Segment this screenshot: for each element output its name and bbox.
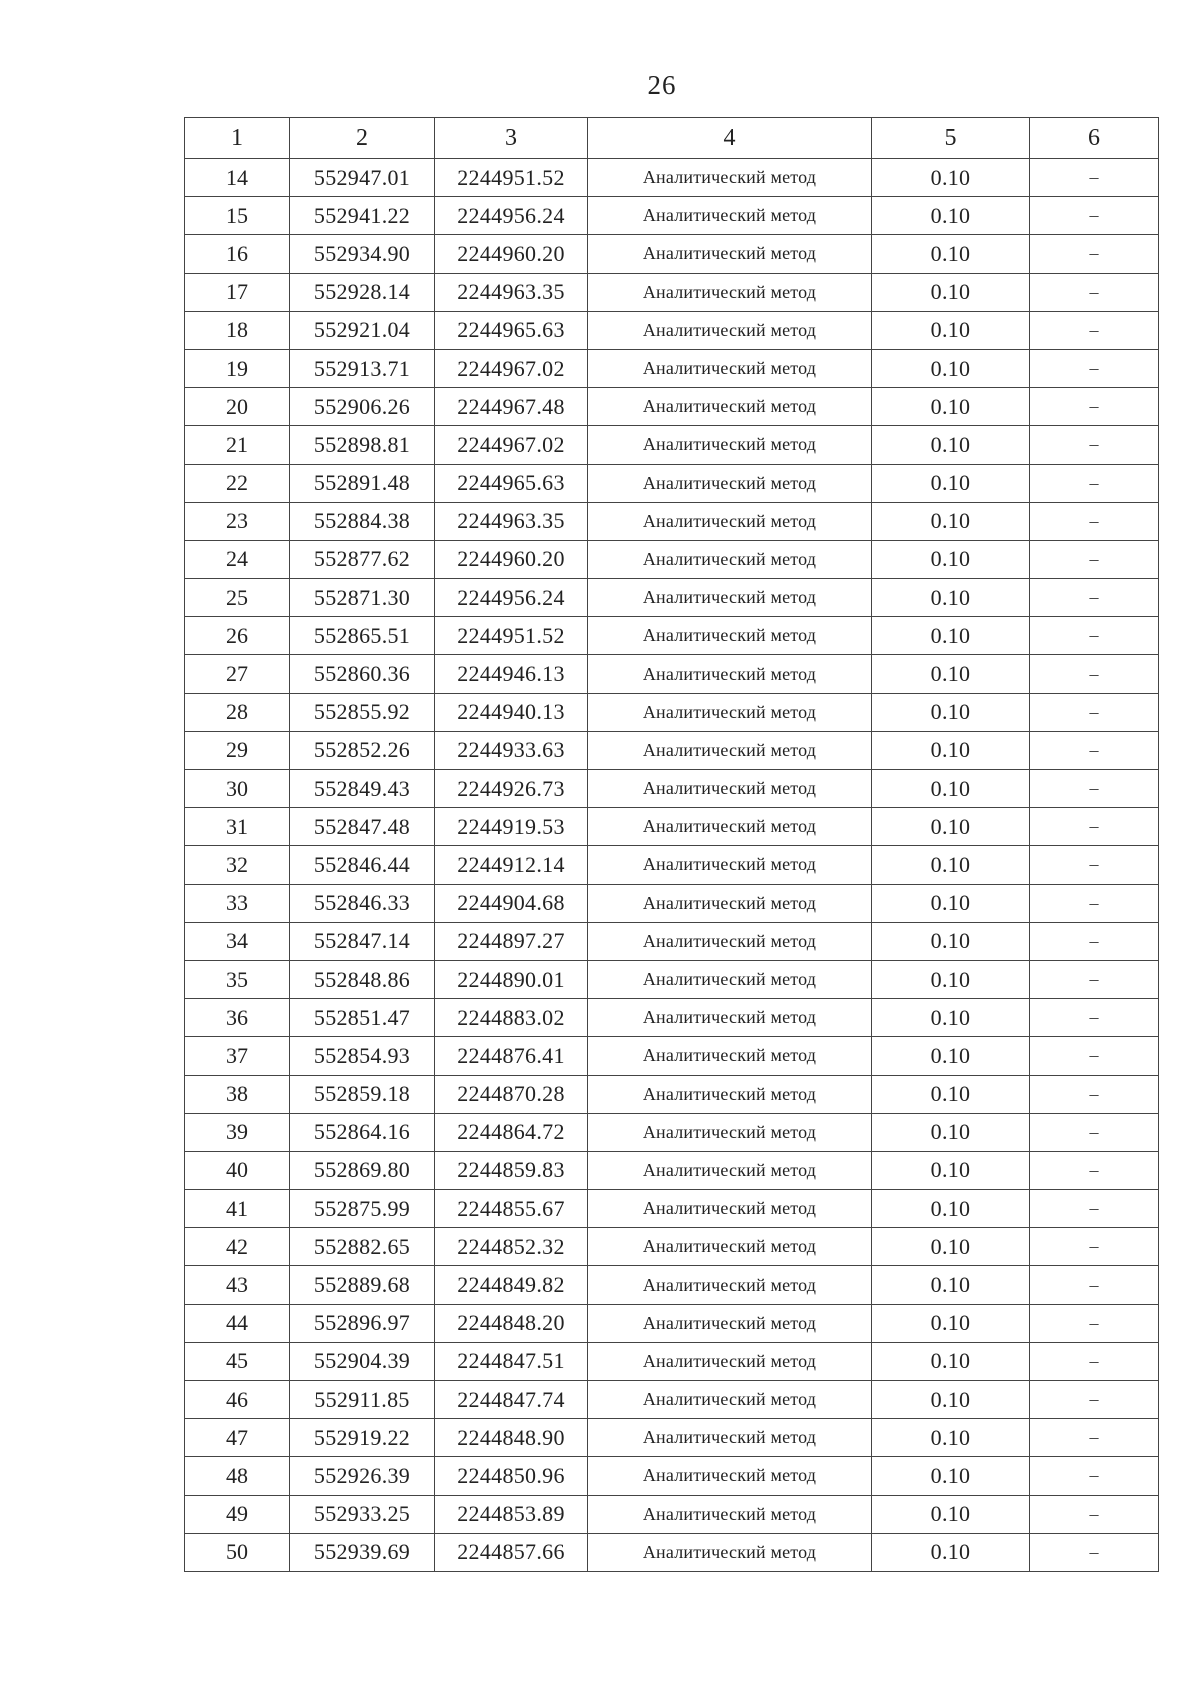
x-coordinate-cell: 552848.86 — [290, 960, 435, 998]
x-coordinate-cell: 552884.38 — [290, 502, 435, 540]
table-row — [185, 311, 1159, 349]
y-coordinate-cell: 2244956.24 — [435, 197, 588, 235]
accuracy-cell: 0.10 — [872, 579, 1030, 617]
note-cell: – — [1030, 349, 1159, 387]
accuracy-cell: 0.10 — [872, 1228, 1030, 1266]
note-cell: – — [1030, 1457, 1159, 1495]
x-coordinate-cell: 552847.48 — [290, 808, 435, 846]
accuracy-cell: 0.10 — [872, 349, 1030, 387]
accuracy-cell: 0.10 — [872, 808, 1030, 846]
x-coordinate-cell: 552869.80 — [290, 1151, 435, 1189]
point-number-cell: 43 — [185, 1266, 290, 1304]
method-cell: Аналитический метод — [588, 960, 872, 998]
point-number-cell: 27 — [185, 655, 290, 693]
point-number-cell: 30 — [185, 770, 290, 808]
point-number-cell: 18 — [185, 311, 290, 349]
point-number-cell: 17 — [185, 273, 290, 311]
note-cell: – — [1030, 693, 1159, 731]
point-number-cell: 41 — [185, 1190, 290, 1228]
accuracy-cell: 0.10 — [872, 693, 1030, 731]
x-coordinate-cell: 552875.99 — [290, 1190, 435, 1228]
method-cell: Аналитический метод — [588, 846, 872, 884]
accuracy-cell: 0.10 — [872, 1151, 1030, 1189]
header-col-4: 4 — [588, 118, 872, 159]
note-cell: – — [1030, 1381, 1159, 1419]
accuracy-cell: 0.10 — [872, 731, 1030, 769]
method-cell: Аналитический метод — [588, 808, 872, 846]
table-row — [185, 655, 1159, 693]
method-cell: Аналитический метод — [588, 999, 872, 1037]
header-col-2: 2 — [290, 118, 435, 159]
table-row — [185, 1228, 1159, 1266]
method-cell: Аналитический метод — [588, 464, 872, 502]
note-cell: – — [1030, 960, 1159, 998]
point-number-cell: 49 — [185, 1495, 290, 1533]
point-number-cell: 22 — [185, 464, 290, 502]
x-coordinate-cell: 552859.18 — [290, 1075, 435, 1113]
note-cell: – — [1030, 159, 1159, 197]
method-cell: Аналитический метод — [588, 731, 872, 769]
table-row — [185, 1037, 1159, 1075]
table-row — [185, 1495, 1159, 1533]
table-row — [185, 884, 1159, 922]
table-row — [185, 960, 1159, 998]
y-coordinate-cell: 2244897.27 — [435, 922, 588, 960]
table-row — [185, 1151, 1159, 1189]
accuracy-cell: 0.10 — [872, 1266, 1030, 1304]
point-number-cell: 39 — [185, 1113, 290, 1151]
point-number-cell: 29 — [185, 731, 290, 769]
header-col-3: 3 — [435, 118, 588, 159]
accuracy-cell: 0.10 — [872, 464, 1030, 502]
x-coordinate-cell: 552928.14 — [290, 273, 435, 311]
accuracy-cell: 0.10 — [872, 1419, 1030, 1457]
point-number-cell: 40 — [185, 1151, 290, 1189]
point-number-cell: 25 — [185, 579, 290, 617]
table-row — [185, 1342, 1159, 1380]
x-coordinate-cell: 552882.65 — [290, 1228, 435, 1266]
y-coordinate-cell: 2244951.52 — [435, 617, 588, 655]
note-cell: – — [1030, 311, 1159, 349]
note-cell: – — [1030, 1151, 1159, 1189]
table-row — [185, 388, 1159, 426]
accuracy-cell: 0.10 — [872, 655, 1030, 693]
note-cell: – — [1030, 1342, 1159, 1380]
x-coordinate-cell: 552898.81 — [290, 426, 435, 464]
x-coordinate-cell: 552904.39 — [290, 1342, 435, 1380]
table-row — [185, 808, 1159, 846]
table-row — [185, 770, 1159, 808]
y-coordinate-cell: 2244847.74 — [435, 1381, 588, 1419]
note-cell: – — [1030, 426, 1159, 464]
accuracy-cell: 0.10 — [872, 922, 1030, 960]
method-cell: Аналитический метод — [588, 197, 872, 235]
note-cell: – — [1030, 1228, 1159, 1266]
note-cell: – — [1030, 770, 1159, 808]
point-number-cell: 24 — [185, 540, 290, 578]
method-cell: Аналитический метод — [588, 922, 872, 960]
method-cell: Аналитический метод — [588, 311, 872, 349]
accuracy-cell: 0.10 — [872, 1075, 1030, 1113]
method-cell: Аналитический метод — [588, 1304, 872, 1342]
accuracy-cell: 0.10 — [872, 235, 1030, 273]
y-coordinate-cell: 2244912.14 — [435, 846, 588, 884]
method-cell: Аналитический метод — [588, 540, 872, 578]
point-number-cell: 33 — [185, 884, 290, 922]
table-row — [185, 464, 1159, 502]
table-row — [185, 1075, 1159, 1113]
accuracy-cell: 0.10 — [872, 159, 1030, 197]
note-cell: – — [1030, 999, 1159, 1037]
x-coordinate-cell: 552860.36 — [290, 655, 435, 693]
y-coordinate-cell: 2244960.20 — [435, 540, 588, 578]
accuracy-cell: 0.10 — [872, 273, 1030, 311]
note-cell: – — [1030, 884, 1159, 922]
x-coordinate-cell: 552911.85 — [290, 1381, 435, 1419]
table-row — [185, 999, 1159, 1037]
table-row — [185, 731, 1159, 769]
method-cell: Аналитический метод — [588, 655, 872, 693]
note-cell: – — [1030, 617, 1159, 655]
x-coordinate-cell: 552913.71 — [290, 349, 435, 387]
table-row — [185, 540, 1159, 578]
x-coordinate-cell: 552877.62 — [290, 540, 435, 578]
method-cell: Аналитический метод — [588, 388, 872, 426]
x-coordinate-cell: 552864.16 — [290, 1113, 435, 1151]
accuracy-cell: 0.10 — [872, 502, 1030, 540]
coordinates-table — [184, 117, 1159, 1572]
y-coordinate-cell: 2244890.01 — [435, 960, 588, 998]
note-cell: – — [1030, 1037, 1159, 1075]
method-cell: Аналитический метод — [588, 349, 872, 387]
y-coordinate-cell: 2244963.35 — [435, 502, 588, 540]
accuracy-cell: 0.10 — [872, 1342, 1030, 1380]
note-cell: – — [1030, 1190, 1159, 1228]
x-coordinate-cell: 552846.33 — [290, 884, 435, 922]
accuracy-cell: 0.10 — [872, 1190, 1030, 1228]
x-coordinate-cell: 552851.47 — [290, 999, 435, 1037]
page-number-text: 26 — [647, 70, 677, 100]
accuracy-cell: 0.10 — [872, 1037, 1030, 1075]
method-cell: Аналитический метод — [588, 502, 872, 540]
point-number-cell: 19 — [185, 349, 290, 387]
method-cell: Аналитический метод — [588, 617, 872, 655]
method-cell: Аналитический метод — [588, 1419, 872, 1457]
note-cell: – — [1030, 808, 1159, 846]
method-cell: Аналитический метод — [588, 159, 872, 197]
accuracy-cell: 0.10 — [872, 1381, 1030, 1419]
point-number-cell: 28 — [185, 693, 290, 731]
y-coordinate-cell: 2244946.13 — [435, 655, 588, 693]
x-coordinate-cell: 552926.39 — [290, 1457, 435, 1495]
accuracy-cell: 0.10 — [872, 999, 1030, 1037]
point-number-cell: 34 — [185, 922, 290, 960]
method-cell: Аналитический метод — [588, 1342, 872, 1380]
method-cell: Аналитический метод — [588, 1495, 872, 1533]
point-number-cell: 15 — [185, 197, 290, 235]
note-cell: – — [1030, 1266, 1159, 1304]
y-coordinate-cell: 2244967.02 — [435, 426, 588, 464]
x-coordinate-cell: 552865.51 — [290, 617, 435, 655]
y-coordinate-cell: 2244967.48 — [435, 388, 588, 426]
method-cell: Аналитический метод — [588, 1113, 872, 1151]
y-coordinate-cell: 2244855.67 — [435, 1190, 588, 1228]
y-coordinate-cell: 2244919.53 — [435, 808, 588, 846]
note-cell: – — [1030, 388, 1159, 426]
x-coordinate-cell: 552871.30 — [290, 579, 435, 617]
x-coordinate-cell: 552846.44 — [290, 846, 435, 884]
accuracy-cell: 0.10 — [872, 540, 1030, 578]
accuracy-cell: 0.10 — [872, 617, 1030, 655]
note-cell: – — [1030, 655, 1159, 693]
y-coordinate-cell: 2244853.89 — [435, 1495, 588, 1533]
y-coordinate-cell: 2244857.66 — [435, 1533, 588, 1571]
method-cell: Аналитический метод — [588, 693, 872, 731]
table-row — [185, 617, 1159, 655]
x-coordinate-cell: 552854.93 — [290, 1037, 435, 1075]
method-cell: Аналитический метод — [588, 1266, 872, 1304]
table-row — [185, 922, 1159, 960]
method-cell: Аналитический метод — [588, 884, 872, 922]
table-row — [185, 693, 1159, 731]
method-cell: Аналитический метод — [588, 426, 872, 464]
method-cell: Аналитический метод — [588, 770, 872, 808]
point-number-cell: 37 — [185, 1037, 290, 1075]
table-row — [185, 426, 1159, 464]
point-number-cell: 45 — [185, 1342, 290, 1380]
x-coordinate-cell: 552891.48 — [290, 464, 435, 502]
table-row — [185, 579, 1159, 617]
header-col-6: 6 — [1030, 118, 1159, 159]
accuracy-cell: 0.10 — [872, 960, 1030, 998]
table-row — [185, 349, 1159, 387]
y-coordinate-cell: 2244848.20 — [435, 1304, 588, 1342]
x-coordinate-cell: 552906.26 — [290, 388, 435, 426]
point-number-cell: 26 — [185, 617, 290, 655]
note-cell: – — [1030, 197, 1159, 235]
method-cell: Аналитический метод — [588, 1190, 872, 1228]
accuracy-cell: 0.10 — [872, 770, 1030, 808]
page-number — [0, 70, 1200, 101]
note-cell: – — [1030, 540, 1159, 578]
x-coordinate-cell: 552849.43 — [290, 770, 435, 808]
x-coordinate-cell: 552919.22 — [290, 1419, 435, 1457]
table-row — [185, 1457, 1159, 1495]
table-row — [185, 1190, 1159, 1228]
point-number-cell: 47 — [185, 1419, 290, 1457]
x-coordinate-cell: 552934.90 — [290, 235, 435, 273]
y-coordinate-cell: 2244848.90 — [435, 1419, 588, 1457]
accuracy-cell: 0.10 — [872, 1113, 1030, 1151]
accuracy-cell: 0.10 — [872, 311, 1030, 349]
note-cell: – — [1030, 1075, 1159, 1113]
y-coordinate-cell: 2244965.63 — [435, 311, 588, 349]
point-number-cell: 46 — [185, 1381, 290, 1419]
y-coordinate-cell: 2244963.35 — [435, 273, 588, 311]
point-number-cell: 16 — [185, 235, 290, 273]
note-cell: – — [1030, 235, 1159, 273]
point-number-cell: 50 — [185, 1533, 290, 1571]
method-cell: Аналитический метод — [588, 1457, 872, 1495]
y-coordinate-cell: 2244870.28 — [435, 1075, 588, 1113]
table-row — [185, 1266, 1159, 1304]
point-number-cell: 38 — [185, 1075, 290, 1113]
method-cell: Аналитический метод — [588, 273, 872, 311]
note-cell: – — [1030, 1495, 1159, 1533]
point-number-cell: 21 — [185, 426, 290, 464]
x-coordinate-cell: 552852.26 — [290, 731, 435, 769]
note-cell: – — [1030, 1419, 1159, 1457]
y-coordinate-cell: 2244876.41 — [435, 1037, 588, 1075]
method-cell: Аналитический метод — [588, 235, 872, 273]
y-coordinate-cell: 2244852.32 — [435, 1228, 588, 1266]
y-coordinate-cell: 2244926.73 — [435, 770, 588, 808]
note-cell: – — [1030, 502, 1159, 540]
point-number-cell: 36 — [185, 999, 290, 1037]
table-row — [185, 1533, 1159, 1571]
accuracy-cell: 0.10 — [872, 884, 1030, 922]
accuracy-cell: 0.10 — [872, 1457, 1030, 1495]
accuracy-cell: 0.10 — [872, 426, 1030, 464]
table-row — [185, 235, 1159, 273]
y-coordinate-cell: 2244904.68 — [435, 884, 588, 922]
point-number-cell: 48 — [185, 1457, 290, 1495]
x-coordinate-cell: 552941.22 — [290, 197, 435, 235]
x-coordinate-cell: 552933.25 — [290, 1495, 435, 1533]
table-row — [185, 159, 1159, 197]
note-cell: – — [1030, 731, 1159, 769]
point-number-cell: 35 — [185, 960, 290, 998]
x-coordinate-cell: 552889.68 — [290, 1266, 435, 1304]
point-number-cell: 23 — [185, 502, 290, 540]
x-coordinate-cell: 552855.92 — [290, 693, 435, 731]
method-cell: Аналитический метод — [588, 579, 872, 617]
table-row — [185, 1419, 1159, 1457]
note-cell: – — [1030, 1113, 1159, 1151]
note-cell: – — [1030, 1304, 1159, 1342]
y-coordinate-cell: 2244850.96 — [435, 1457, 588, 1495]
table-row — [185, 502, 1159, 540]
point-number-cell: 42 — [185, 1228, 290, 1266]
table-row — [185, 197, 1159, 235]
method-cell: Аналитический метод — [588, 1533, 872, 1571]
table-row — [185, 1381, 1159, 1419]
y-coordinate-cell: 2244960.20 — [435, 235, 588, 273]
table-body — [185, 159, 1159, 1572]
x-coordinate-cell: 552939.69 — [290, 1533, 435, 1571]
method-cell: Аналитический метод — [588, 1228, 872, 1266]
y-coordinate-cell: 2244933.63 — [435, 731, 588, 769]
point-number-cell: 44 — [185, 1304, 290, 1342]
x-coordinate-cell: 552896.97 — [290, 1304, 435, 1342]
point-number-cell: 32 — [185, 846, 290, 884]
x-coordinate-cell: 552847.14 — [290, 922, 435, 960]
note-cell: – — [1030, 273, 1159, 311]
y-coordinate-cell: 2244883.02 — [435, 999, 588, 1037]
y-coordinate-cell: 2244965.63 — [435, 464, 588, 502]
y-coordinate-cell: 2244849.82 — [435, 1266, 588, 1304]
table-row — [185, 273, 1159, 311]
x-coordinate-cell: 552921.04 — [290, 311, 435, 349]
header-col-5: 5 — [872, 118, 1030, 159]
accuracy-cell: 0.10 — [872, 1533, 1030, 1571]
table-row — [185, 1304, 1159, 1342]
table-row — [185, 1113, 1159, 1151]
point-number-cell: 14 — [185, 159, 290, 197]
y-coordinate-cell: 2244956.24 — [435, 579, 588, 617]
y-coordinate-cell: 2244847.51 — [435, 1342, 588, 1380]
accuracy-cell: 0.10 — [872, 1495, 1030, 1533]
note-cell: – — [1030, 922, 1159, 960]
method-cell: Аналитический метод — [588, 1381, 872, 1419]
y-coordinate-cell: 2244940.13 — [435, 693, 588, 731]
table-header-row — [185, 118, 1159, 159]
note-cell: – — [1030, 846, 1159, 884]
note-cell: – — [1030, 579, 1159, 617]
method-cell: Аналитический метод — [588, 1037, 872, 1075]
y-coordinate-cell: 2244951.52 — [435, 159, 588, 197]
accuracy-cell: 0.10 — [872, 388, 1030, 426]
note-cell: – — [1030, 464, 1159, 502]
accuracy-cell: 0.10 — [872, 1304, 1030, 1342]
point-number-cell: 20 — [185, 388, 290, 426]
accuracy-cell: 0.10 — [872, 846, 1030, 884]
method-cell: Аналитический метод — [588, 1075, 872, 1113]
method-cell: Аналитический метод — [588, 1151, 872, 1189]
table-row — [185, 846, 1159, 884]
point-number-cell: 31 — [185, 808, 290, 846]
accuracy-cell: 0.10 — [872, 197, 1030, 235]
y-coordinate-cell: 2244864.72 — [435, 1113, 588, 1151]
x-coordinate-cell: 552947.01 — [290, 159, 435, 197]
y-coordinate-cell: 2244859.83 — [435, 1151, 588, 1189]
note-cell: – — [1030, 1533, 1159, 1571]
header-col-1: 1 — [185, 118, 290, 159]
y-coordinate-cell: 2244967.02 — [435, 349, 588, 387]
